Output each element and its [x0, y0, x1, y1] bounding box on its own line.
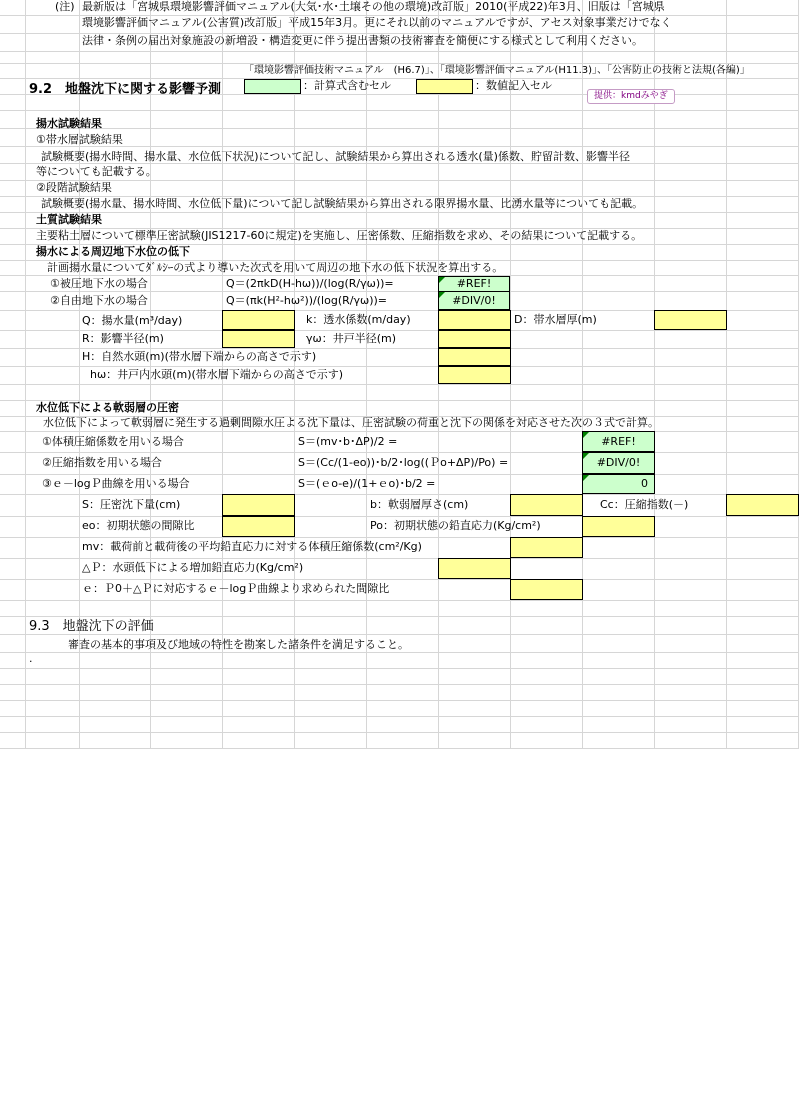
b-label: b：軟弱層厚さ(cm): [370, 498, 469, 511]
gw-input-cell[interactable]: [438, 330, 511, 348]
pumping-steady-desc-2: 等についても記載する。: [36, 165, 157, 178]
grid-row-line: [0, 51, 799, 52]
grid-column-line: [726, 0, 727, 748]
grid-row-line: [0, 684, 799, 685]
method3-formula: S＝(ｅo-e)/(1+ｅo)･b/2 =: [298, 477, 436, 490]
grid-row-line: [0, 110, 799, 111]
method2-formula: S＝(Cc/(1-eo))･b/2･log((Ｐo+ΔP)/Po) =: [298, 456, 509, 469]
grid-row-line: [0, 716, 799, 717]
method2-result-cell[interactable]: #DIV/0!: [582, 452, 655, 474]
legend-input-label: ：数値記入セル: [475, 79, 552, 92]
note-line-2: 環境影響評価マニュアル(公害質)改訂版」平成15年3月。更にそれ以前のマニュアルですが、アセス対象事業だけでなく: [82, 16, 672, 29]
grid-row-line: [0, 600, 799, 601]
d-label: D：帯水層厚(m): [514, 313, 597, 326]
eo-input-cell[interactable]: [222, 516, 295, 537]
s-input-cell[interactable]: [222, 494, 295, 516]
confined-label: ①被圧地下水の場合: [50, 277, 148, 290]
soil-heading: 土質試験結果: [36, 213, 102, 226]
note-line-1: 最新版は「宮城県環境影響評価マニュアル(大気･水･土壌その他の環境)改訂版」2010(平成22)年3月、旧版は「宮城県: [82, 0, 665, 13]
pumping-step-desc: 試験概要(揚水量、揚水時間、水位低下量)について記し試験結果から算出される限界揚水量、比湧水量等についても記載。: [30, 197, 644, 210]
dp-label: △Ｐ：水頭低下による増加鉛直応力(Kg/cm²): [82, 561, 304, 574]
pumping-steady-title: ①帯水層試験結果: [36, 133, 123, 146]
grid-column-line: [25, 0, 26, 748]
consolidation-desc: 水位低下によって軟弱層に発生する過剰間隙水圧よる沈下量は、圧密試験の荷重と沈下の関係を対応させた次の３式で計算。: [32, 416, 659, 429]
method1-label: ①体積圧縮係数を用いる場合: [42, 435, 184, 448]
cc-input-cell[interactable]: [726, 494, 799, 516]
grid-row-line: [0, 700, 799, 701]
grid-row-line: [0, 128, 799, 129]
confined-formula: Q＝(2πkD(H-hω))/(log(R/γω))=: [226, 277, 394, 290]
dp-input-cell[interactable]: [438, 558, 511, 579]
provider-badge: 提供：kmdみやぎ: [587, 89, 675, 104]
grid-row-line: [0, 748, 799, 749]
po-label: Po：初期状態の鉛直応力(Kg/cm²): [370, 519, 541, 532]
grid-row-line: [0, 732, 799, 733]
section-9-3-title: 9.3 地盤沈下の評価: [29, 619, 154, 634]
trailing-dot: .: [29, 652, 33, 665]
q-label: Q：揚水量(m³/day): [82, 314, 183, 327]
gw-label: γω：井戸半径(m): [306, 332, 397, 345]
po-input-cell[interactable]: [582, 516, 655, 537]
legend-formula-swatch: [244, 79, 301, 94]
drawdown-desc: 計画揚水量についてﾀﾞﾙｼｰの式より導いた次式を用いて周辺の地下水の低下状況を算出する。: [36, 261, 504, 274]
eo-label: eo：初期状態の間隙比: [82, 519, 195, 532]
section-9-2-title: 9.2 地盤沈下に関する影響予測: [29, 82, 222, 97]
d-input-cell[interactable]: [654, 310, 727, 330]
pumping-heading: 揚水試験結果: [36, 117, 102, 130]
q-input-cell[interactable]: [222, 310, 295, 330]
h-input-cell[interactable]: [438, 348, 511, 366]
grid-row-line: [0, 668, 799, 669]
grid-row-line: [0, 616, 799, 617]
s-label: S：圧密沈下量(cm): [82, 498, 181, 511]
unconfined-label: ②自由地下水の場合: [50, 294, 148, 307]
grid-column-line: [654, 0, 655, 748]
e-input-cell[interactable]: [510, 579, 583, 600]
legend-input-swatch: [416, 79, 473, 94]
method3-label: ③ｅ－logＰ曲線を用いる場合: [42, 477, 190, 490]
k-input-cell[interactable]: [438, 310, 511, 330]
r-label: R：影響半径(m): [82, 332, 164, 345]
method1-result-cell[interactable]: #REF!: [582, 431, 655, 452]
grid-row-line: [0, 78, 799, 79]
pumping-step-title: ②段階試験結果: [36, 181, 112, 194]
k-label: k：透水係数(m/day): [306, 313, 411, 326]
grid-row-line: [0, 452, 799, 453]
mv-input-cell[interactable]: [510, 537, 583, 558]
e-label: ｅ：Ｐ0＋△Ｐに対応するｅ－logＰ曲線より求められた間隙比: [82, 582, 390, 595]
unconfined-result-cell[interactable]: #DIV/0!: [438, 291, 510, 310]
pumping-steady-desc-1: 試験概要(揚水時間、揚水量、水位低下状況)について記し、試験結果から算出される透水(量)係数、貯留計数、影響半径: [30, 150, 630, 163]
mv-label: mv：載荷前と載荷後の平均鉛直応力に対する体積圧縮係数(cm²/Kg): [82, 540, 422, 553]
section-9-3-desc: 審査の基本的事項及び地域の特性を勘案した諸条件を満足すること。: [68, 638, 409, 651]
legend-formula-label: ：計算式含むセル: [303, 79, 391, 92]
method3-result-cell[interactable]: 0: [582, 474, 655, 494]
b-input-cell[interactable]: [510, 494, 583, 516]
hw-input-cell[interactable]: [438, 366, 511, 384]
drawdown-heading: 揚水による周辺地下水位の低下: [36, 245, 190, 258]
unconfined-formula: Q＝(πk(H²-hω²))/(log(R/γω))=: [226, 294, 387, 307]
confined-result-cell[interactable]: #REF!: [438, 276, 510, 292]
hw-label: hω：井戸内水頭(m)(帯水層下端からの高さで示す): [90, 368, 344, 381]
grid-column-line: [582, 0, 583, 748]
references-text: 「環境影響評価技術マニュアル (H6.7)」、「環境影響評価マニュアル(H11.3)」、「公害防止の技術と法規(各編)」: [244, 65, 750, 76]
soil-desc: 主要粘土層について標準圧密試験(JIS1217-60に規定)を実施し、圧密係数、圧縮指数を求め、その結果について記載する。: [36, 229, 643, 242]
note-line-3: 法律・条例の届出対象施設の新増設・構造変更に伴う提出書類の技術審査を簡便にする様式として利用ください。: [82, 34, 643, 47]
consolidation-heading: 水位低下による軟弱層の圧密: [36, 401, 179, 414]
grid-row-line: [0, 384, 799, 385]
r-input-cell[interactable]: [222, 330, 295, 348]
cc-label: Cc：圧縮指数(－): [600, 498, 689, 511]
note-prefix: (注): [55, 0, 75, 13]
method2-label: ②圧縮指数を用いる場合: [42, 456, 162, 469]
h-label: H：自然水頭(m)(帯水層下端からの高さで示す): [82, 350, 317, 363]
method1-formula: S＝(mv･b･ΔP)/2 =: [298, 435, 398, 448]
grid-row-line: [0, 494, 799, 495]
